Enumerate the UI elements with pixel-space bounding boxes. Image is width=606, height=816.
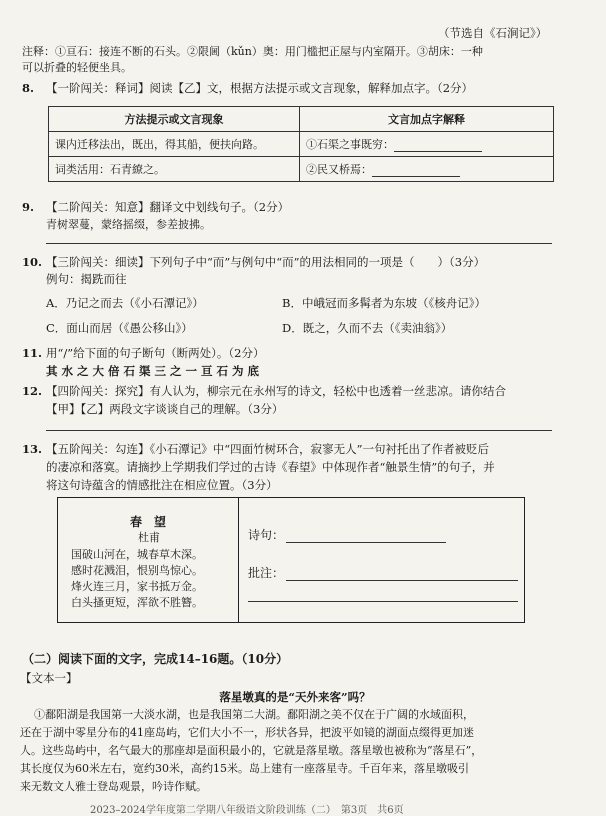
answer-line[interactable]	[46, 430, 552, 431]
poem-line: 烽火连三月，家书抵万金。	[71, 580, 203, 593]
option-b[interactable]: B．中峨冠而多髯者为东坡（《核舟记》）	[282, 296, 486, 310]
q9-text: 【二阶闯关：知意】翻译文中划线句子。（2分）	[46, 200, 290, 214]
option-d[interactable]: D．既之，久而不去（《卖油翁》）	[282, 321, 453, 335]
poem-line: 国破山河在，城春草木深。	[71, 548, 203, 561]
table-cell: ①石渠之事既穷：	[306, 138, 394, 151]
paragraph-line: 来无数文人雅士登岛观景，吟诗作赋。	[20, 780, 207, 793]
answer-blank[interactable]	[372, 164, 460, 177]
paragraph-line: ①鄱阳湖是我国第一大淡水湖，也是我国第二大湖。鄱阳湖之美不仅在于广阔的水域面积，	[34, 708, 474, 721]
q8-table	[48, 106, 554, 182]
source-note: （节选自《石涧记》）	[438, 26, 548, 40]
poem-line: 感时花溅泪，恨别鸟惊心。	[71, 564, 203, 577]
table-header: 方法提示或文言现象	[49, 107, 300, 132]
annotations-cont: 可以折叠的轻便坐具。	[22, 61, 132, 74]
q10-text: 【三阶闯关：细读】下列句子中“而”与例句中“而”的用法相同的一项是（ ）（3分）	[46, 255, 486, 269]
answer-blank[interactable]	[394, 139, 482, 152]
note-label: 批注：	[248, 566, 285, 580]
q10-number: 10.	[22, 255, 43, 269]
q8-number: 8.	[22, 81, 35, 95]
annotations: 注释：①亘石：接连不断的石头。②限阃（kǔn）奥：用门槛把正屋与内室隔开。③胡床：一种	[22, 45, 483, 58]
option-a[interactable]: A．乃记之而去（《小石潭记》）	[46, 296, 204, 310]
answer-cell[interactable]	[300, 132, 554, 157]
q12-number: 12.	[22, 384, 43, 398]
poem-title: 春 望	[130, 515, 167, 529]
q11-number: 11.	[22, 346, 43, 360]
table-cell: ②民又桥焉：	[306, 163, 372, 176]
poem-label: 诗句：	[248, 528, 285, 542]
paragraph-line: 人。这些岛屿中，名气最大的那座却是面积最小的，它就是落星墩。落星墩也被称为“落星石”，	[20, 744, 483, 757]
article-title: 落星墩真的是“天外来客”吗？	[219, 690, 371, 704]
q12-text2: 【甲】【乙】两段文字谈谈自己的理解。（3分）	[46, 402, 284, 416]
q8-text: 【一阶闯关：释词】阅读【乙】文，根据方法提示或文言现象，解释加点字。（2分）	[46, 81, 474, 95]
note-answer-line[interactable]	[286, 580, 518, 581]
q13-number: 13.	[22, 442, 43, 456]
q11-sentence: 其 水 之 大 倍 石 渠 三 之 一 亘 石 为 底	[46, 364, 260, 378]
page-footer: 2023–2024学年度第二学期八年级语文阶段训练（二） 第3页 共6页	[90, 805, 404, 816]
note-answer-line[interactable]	[248, 601, 518, 602]
poem-annotation-box	[57, 497, 525, 623]
paragraph-line: 其长度仅为60米左右，宽约30米，高约15米。岛上建有一座落星寺。千百年来，落星墩吸引	[20, 762, 469, 775]
paragraph-line: 还在于湖中零星分布的41座岛屿，它们大小不一，形状各异，把波平如镜的湖面点缀得更加迷	[20, 726, 474, 739]
section-title: （二）阅读下面的文字，完成14–16题。（10分）	[22, 652, 289, 666]
answer-cell[interactable]	[300, 157, 554, 182]
table-cell: 课内迁移法出，既出，得其船，便扶向路。	[49, 132, 300, 157]
q12-text: 【四阶闯关：探究】有人认为，柳宗元在永州写的诗文，轻松中也透着一丝悲凉。请你结合	[46, 384, 506, 398]
table-cell: 词类活用：石青繚之。	[49, 157, 300, 182]
text-label: 【文本一】	[20, 671, 78, 685]
poem-line: 白头搔更短，浑欲不胜簪。	[71, 596, 203, 609]
poem-answer-line[interactable]	[286, 542, 446, 543]
q9-number: 9.	[22, 200, 35, 214]
q13-text3: 将这句诗蕴含的情感批注在相应位置。（3分）	[46, 478, 278, 492]
answer-line[interactable]	[46, 243, 552, 244]
q13-text2: 的凄凉和落寞。请摘抄上学期我们学过的古诗《春望》中体现作者“触景生情”的句子，并	[46, 460, 495, 474]
option-c[interactable]: C．面山而居（《愚公移山》）	[46, 321, 193, 335]
q13-text: 【五阶闯关：勾连】《小石潭记》中“四面竹树环合，寂寥无人”一句衬托出了作者被贬后	[46, 442, 490, 456]
table-header: 文言加点字解释	[300, 107, 554, 132]
poem-panel	[58, 498, 239, 622]
poem-author: 杜甫	[138, 531, 160, 544]
q10-example: 例句：揭跣而往	[46, 272, 127, 286]
q11-text: 用“/”给下面的句子断句（断两处）。（2分）	[46, 346, 265, 360]
q9-sentence: 青树翠蔓，蒙络摇缀，参差披拂。	[46, 218, 211, 231]
